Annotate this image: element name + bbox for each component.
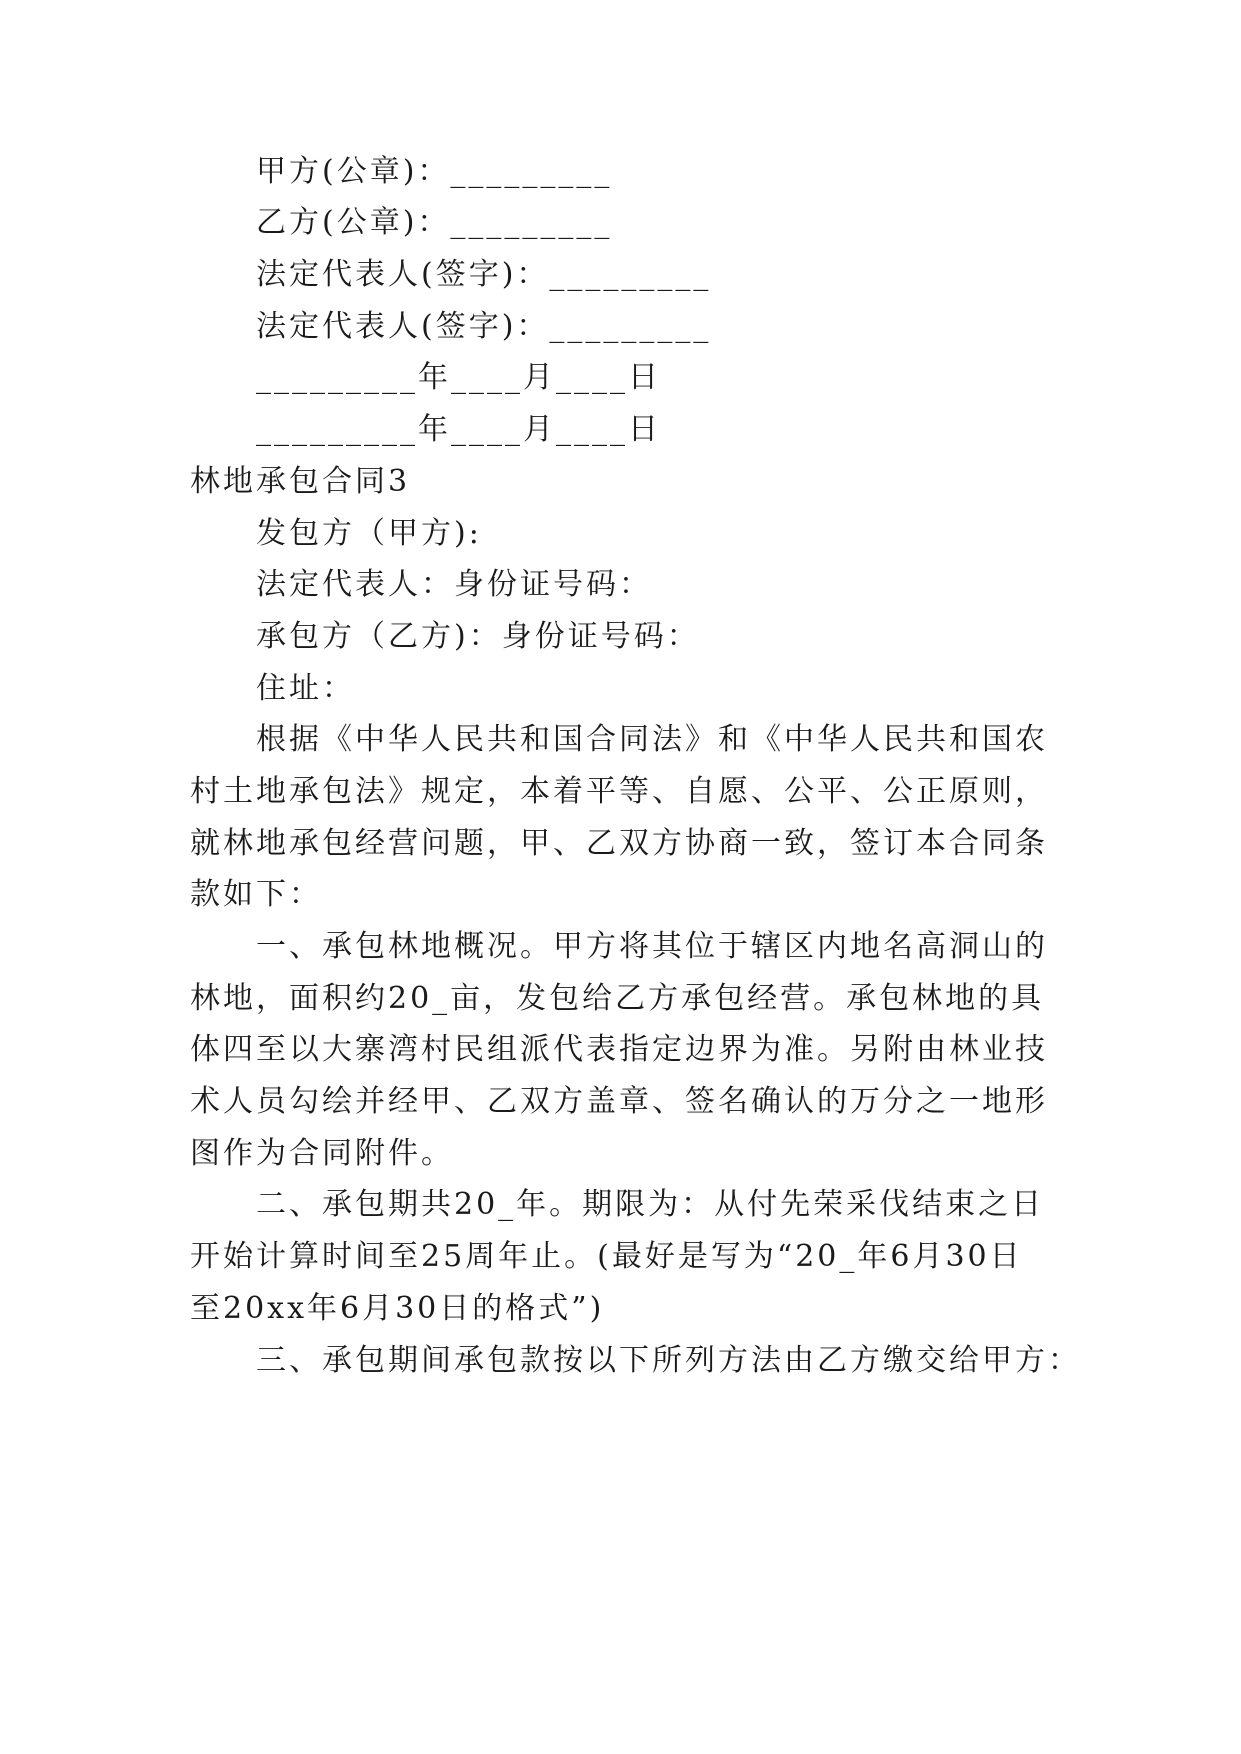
contract-title: 林地承包合同3 [190, 464, 411, 499]
paragraph-line: 林地，面积约20_亩，发包给乙方承包经营。承包林地的具 [190, 981, 1045, 1016]
paragraph-line: 村土地承包法》规定，本着平等、自愿、公平、公正原则， [190, 774, 1048, 809]
party-b-line: 承包方（乙方)：身份证号码： [256, 619, 700, 654]
paragraph-line: 根据《中华人民共和国合同法》和《中华人民共和国农 [256, 722, 1048, 757]
paragraph-line: 术人员勾绘并经甲、乙双方盖章、签名确认的万分之一地形 [190, 1084, 1048, 1119]
paragraph-line: 一、承包林地概况。甲方将其位于辖区内地名高洞山的 [256, 929, 1048, 964]
legal-rep-signature-line: 法定代表人(签字)：_________ [256, 309, 712, 344]
address-line: 住址： [256, 671, 355, 706]
paragraph-line: 二、承包期共20_年。期限为：从付先荣采伐结束之日 [256, 1187, 1045, 1222]
party-b-seal-line: 乙方(公章)：_________ [256, 205, 613, 240]
paragraph-line: 图作为合同附件。 [190, 1136, 454, 1171]
date-line: _________年____月____日 [256, 360, 661, 395]
paragraph-line: 体四至以大寨湾村民组派代表指定边界为准。另附由林业技 [190, 1032, 1048, 1067]
paragraph-line: 就林地承包经营问题，甲、乙双方协商一致，签订本合同条 [190, 826, 1048, 861]
legal-rep-signature-line: 法定代表人(签字)：_________ [256, 257, 712, 292]
party-a-line: 发包方（甲方): [256, 516, 482, 551]
date-line: _________年____月____日 [256, 412, 661, 447]
party-a-seal-line: 甲方(公章)：_________ [256, 154, 613, 189]
paragraph-line: 开始计算时间至25周年止。(最好是写为“20_年6月30日 [190, 1239, 1023, 1274]
paragraph-line: 款如下： [190, 877, 322, 912]
paragraph-line: 至20xx年6月30日的格式”) [190, 1291, 605, 1326]
paragraph-line: 三、承包期间承包款按以下所列方法由乙方缴交给甲方： [256, 1343, 1081, 1378]
legal-rep-id-line: 法定代表人：身份证号码： [256, 567, 652, 602]
